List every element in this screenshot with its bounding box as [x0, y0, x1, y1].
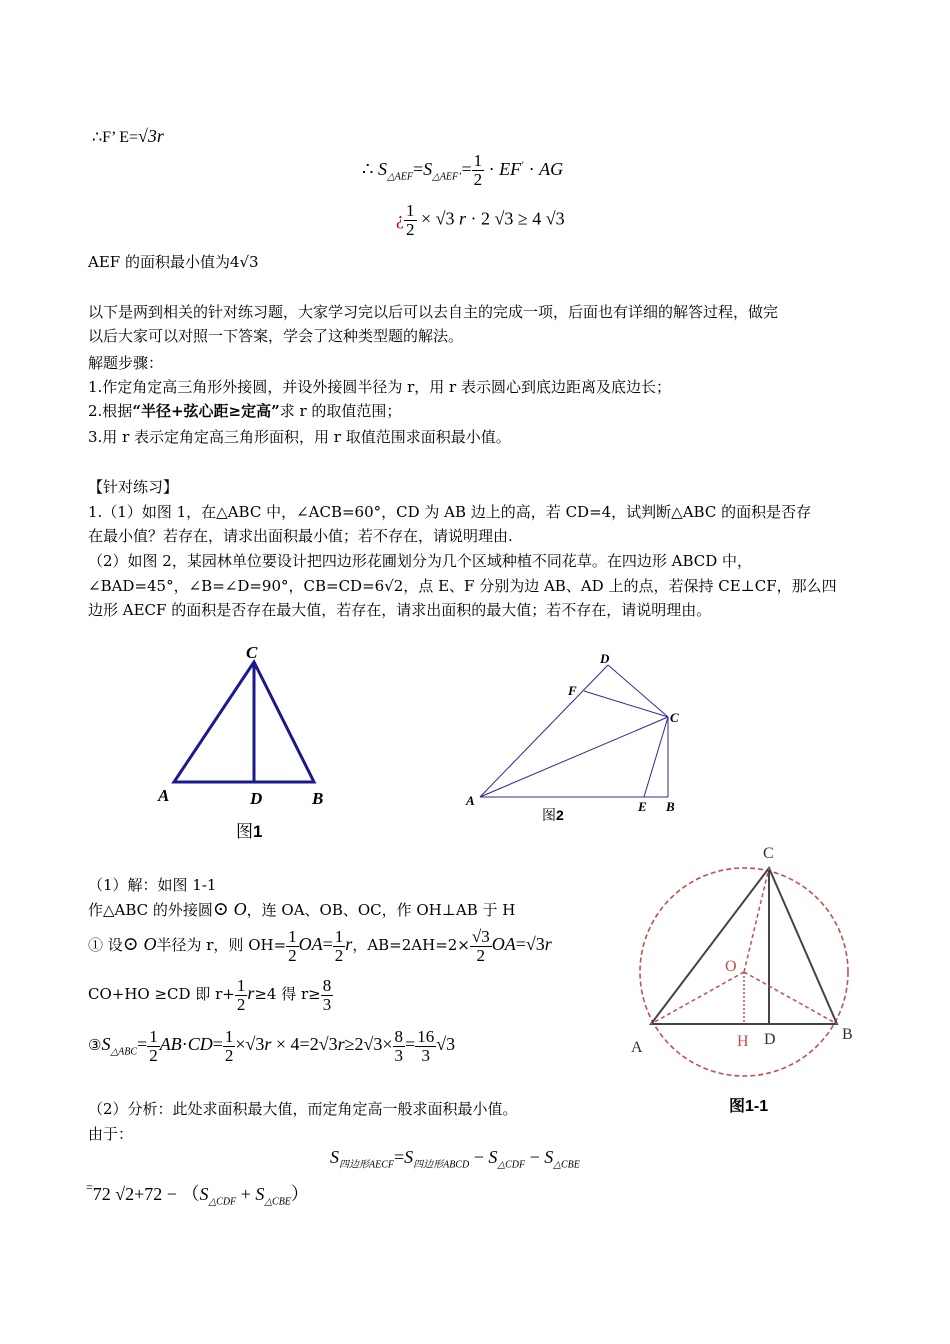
step-1: 1.作定角定高三角形外接圆，并设外接圆半径为 r，用 r 表示圆心到底边距离及底边长； — [88, 378, 671, 396]
fig11-caption: 图1-1 — [729, 1098, 769, 1115]
quadrilateral-area-expansion: =72 $√2+72 - (S_{\triangle CDF} + S_{\triangle CBE})$ — [86, 1180, 309, 1208]
diagonal-ac — [480, 717, 668, 797]
segment-ec — [644, 717, 668, 797]
fig11-label-b: B — [842, 1026, 853, 1043]
triangle-abc — [174, 662, 314, 782]
sqrt3r-text: √3r — [138, 126, 164, 146]
circle-o-label: O — [233, 899, 247, 919]
s1-step2-prefix: CO+HO ≥CD 即 r+ — [88, 985, 235, 1003]
quadrilateral-area-formula: $S_{四边形AECF}=S_{四边形ABCD} - S_{\triangle CDF} - S_{\triangle CBE}$ — [330, 1147, 580, 1171]
q1-line-2: 在最小值？若存在，请求出面积最小值；若不存在，请说明理由. — [88, 527, 513, 545]
result-text: AEF 的面积最小值为4√3 — [88, 253, 259, 271]
fig1-label-a: A — [158, 786, 170, 805]
s1-line2-suffix: ，连 OA、OB、OC，作 OH⊥AB 于 H — [246, 901, 516, 919]
fig11-label-a: A — [631, 1039, 643, 1056]
min-area-result — [88, 250, 259, 274]
circle-symbol: ⊙ — [212, 898, 229, 920]
solution-2-because: 由于： — [88, 1125, 134, 1143]
fig1-label-c: C — [246, 643, 258, 662]
last-eq-sign: = — [86, 1180, 93, 1194]
fig11-label-c: C — [763, 845, 774, 862]
step-2-bold: “半径+弦心距≥定高” — [132, 402, 280, 420]
solution-step-3: $③S_{\triangle ABC}=$ $\frac{1}{2}$ AB·CD= $\frac{1}{2}$ ×√3r × 4=2√3r≥2√3× $\frac{8}{3}$ = $\frac{16}{3}$ √3 — [88, 1026, 456, 1065]
s1-line2-prefix: 作△ABC 的外接圆 — [88, 901, 213, 919]
fig11-label-d: D — [764, 1031, 776, 1048]
therefore-fe-label: ∴F’ E= — [92, 129, 139, 146]
radius-ob — [744, 972, 837, 1024]
fig2-label-f: F — [568, 683, 577, 698]
fig2-label-e: E — [638, 799, 647, 814]
solution-step-1: ① 设⊙ O半径为 r，则 OH= $\frac{1}{2}$ OA= $\frac{1}{2}$ r，AB=2AH=2× $\frac{√3}{2}$ OA=√3r — [88, 926, 552, 965]
fe-equals-line — [92, 126, 164, 147]
s1-step3-prefix: ③ — [88, 1036, 102, 1054]
fig2-label-c: C — [670, 710, 679, 725]
step-2-suffix: 求 r 的取值范围； — [279, 402, 402, 420]
fig2-caption — [542, 805, 564, 825]
q1-line-1: 1.（1）如图 1，在△ABC 中，∠ACB=60°，CD 为 AB 边上的高，若 CD=4，试判断△ABC 的面积是否存 — [88, 503, 812, 521]
solution-1-line-2 — [88, 897, 515, 922]
step-2 — [88, 399, 401, 423]
solution-2-title: （2）分析：此处求面积最大值，而定角定高一般求面积最小值。 — [88, 1100, 518, 1118]
radius-oa — [651, 972, 744, 1024]
s1-step1-prefix: ① 设 — [88, 936, 123, 954]
s1-step1-ab: ，AB=2AH=2× — [352, 936, 470, 954]
s1-step1-mid: 半径为 r，则 OH= — [156, 936, 287, 954]
side-ad — [480, 665, 608, 797]
side-dc — [608, 665, 668, 717]
fig11-label-o: O — [725, 958, 737, 975]
fig11-label-h: H — [737, 1033, 749, 1050]
figure-1-1 — [625, 838, 865, 1078]
q2-line-2: ∠BAD=45°，∠B=∠D=90°，CB=CD=6√2，点 E、F 分别为边 AB、AD 上的点，若保持 CE⊥CF，那么四 — [88, 577, 837, 595]
area-inequality: ¿ $\frac{1}{2}$ × √3 r · 2 √3 ≥ 4 √3 — [396, 201, 565, 239]
step-2-prefix: 2.根据 — [88, 402, 133, 420]
fig1-label-d: D — [250, 789, 263, 808]
fig2-caption-num: 2 — [556, 807, 564, 823]
figure-1 — [150, 640, 350, 840]
figure-2 — [460, 645, 690, 830]
q2-line-3: 边形 AECF 的面积是否存在最大值，若存在，请求出面积的最大值；若不存在，请说明理由。 — [88, 601, 712, 619]
fig1-label-b: B — [312, 789, 324, 808]
s1-step2-mid: ≥4 得 r≥ — [254, 985, 321, 1003]
fig2-caption-prefix: 图 — [542, 808, 556, 824]
intro-line-1: 以下是两到相关的针对练习题，大家学习完以后可以去自主的完成一项，后面也有详细的解答过程，做完 — [88, 303, 779, 321]
area-equation: ∴ $S_{\triangle AEF}=S_{\triangle AEF’}=$ $\frac{1}{2}$ · EF’ · AG — [362, 151, 564, 189]
fig2-label-b: B — [666, 799, 675, 814]
segment-fc — [584, 691, 668, 717]
fig2-label-a: A — [466, 793, 475, 808]
steps-title: 解题步骤： — [88, 354, 164, 372]
fig1-caption-prefix: 图 — [236, 822, 253, 842]
practice-title: 【针对练习】 — [88, 478, 179, 496]
intro-line-2: 以后大家可以对照一下答案，学会了这种类型题的解法。 — [88, 327, 464, 345]
step-3: 3.用 r 表示定角定高三角形面积，用 r 取值范围求面积最小值。 — [88, 428, 511, 446]
solution-1-title: （1）解：如图 1-1 — [88, 876, 217, 894]
fig1-caption — [236, 817, 262, 842]
fig1-caption-num: 1 — [253, 822, 263, 841]
solution-step-2: CO+HO ≥CD 即 r+ $\frac{1}{2}$ r≥4 得 r≥ $\frac{8}{3}$ — [88, 975, 332, 1014]
fig2-label-d: D — [600, 651, 610, 666]
q2-line-1: （2）如图 2，某园林单位要设计把四边形花圃划分为几个区域种植不同花草。在四边形 ABCD 中， — [88, 552, 753, 570]
